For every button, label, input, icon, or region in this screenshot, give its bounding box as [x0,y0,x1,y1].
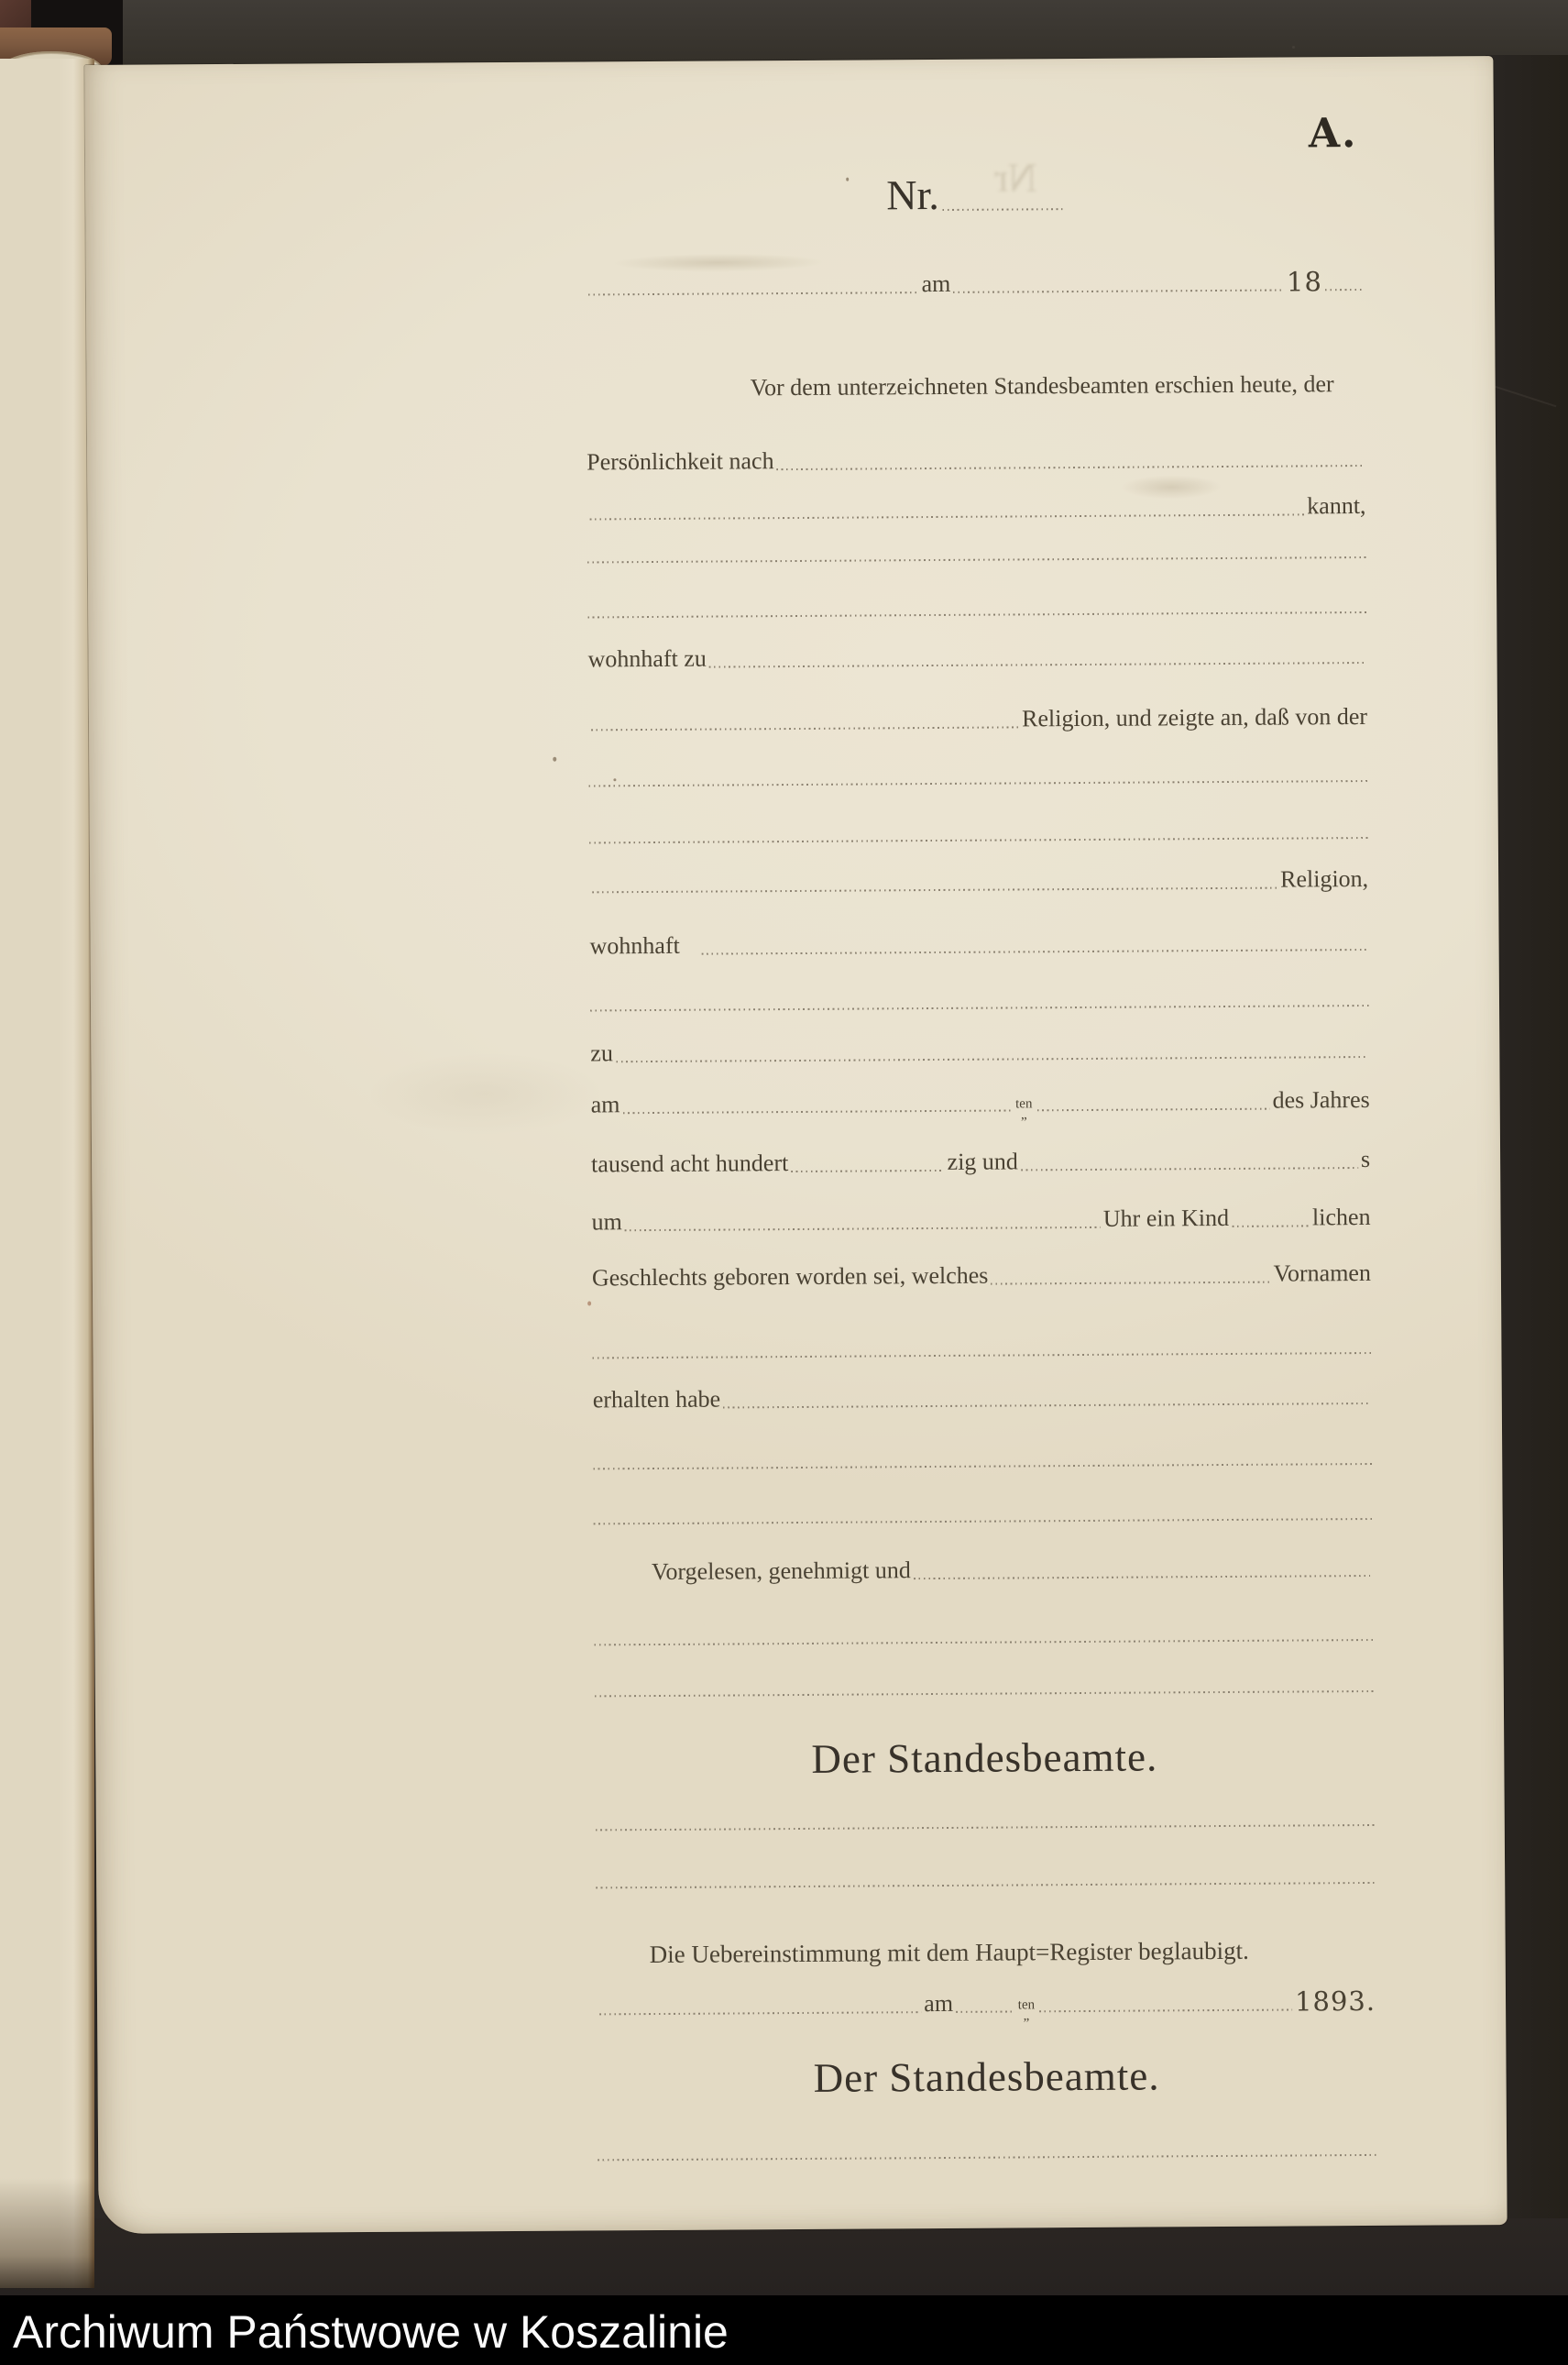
am-label: am [590,1091,620,1118]
standesbeamte-heading-1: Der Standesbeamte. [811,1733,1158,1782]
blank-fill-line [590,1005,1369,1011]
s-suffix: s [1360,1145,1371,1173]
nr-fill-line [942,208,1063,211]
zig-und-label: zig und [947,1148,1018,1175]
blank-fill-line [594,1518,1373,1524]
blank-fill-line [593,1463,1372,1469]
fill-line [592,887,1277,894]
show-through-smudge [613,253,824,272]
gender-row [592,1254,1371,1293]
gutter-shadow-bottom [0,2178,94,2288]
standesbeamte-heading-2: Der Standesbeamte. [813,2052,1160,2101]
certification-date-row [597,1982,1376,2024]
certification-line: Die Uebereinstimmung mit dem Haupt=Register beglaubigt. [649,1936,1249,1969]
persoenlichkeit-label: Persönlichkeit nach [587,447,774,476]
blank-fill-line [592,1352,1371,1358]
religion-suffix: Religion, [1279,864,1369,893]
um-label: um [591,1208,622,1236]
form-page [84,56,1507,2234]
fill-line [702,949,1366,955]
closing-fill-line [598,2154,1376,2161]
form-letter-a: A. [1308,110,1358,158]
fill-line [777,465,1364,470]
blank-fill-line [589,837,1368,843]
am-label: am [921,270,951,298]
intro-line: Vor dem unterzeichneten Standesbeamten erschien heute, der [750,370,1334,402]
erhalten-habe-row [593,1376,1372,1415]
blank-fill-line [587,611,1366,618]
erhalten-habe-label: erhalten habe [592,1385,721,1414]
birthyear-row [591,1140,1370,1180]
kannt-row [587,487,1365,526]
zu-row [590,1029,1369,1069]
tausend-prefix: tausend acht hundert [591,1150,789,1178]
fill-line [991,1282,1270,1285]
fill-line [914,1575,1370,1579]
uhr-ein-kind-label: Uhr ein Kind [1102,1204,1230,1232]
blank-fill-line [596,1882,1375,1888]
ink-speck [587,1301,591,1305]
geschlechts-label: Geschlechts geboren worden sei, welches [591,1261,989,1292]
religion-row [589,860,1368,899]
am-label: am [924,1989,954,2018]
show-through-ghost-text: Nr [994,155,1037,201]
fill-line [588,292,919,295]
wohnhaft-label: wohnhaft [589,931,680,960]
ink-speck [613,778,616,781]
ordinal-suffix: ten „ [1015,1096,1033,1123]
watermark-bar [0,2295,1568,2365]
wohnhaft-zu-row [587,635,1366,675]
lichen-suffix: lichen [1311,1203,1371,1231]
vorgelesen-label: Vorgelesen, genehmigt und [651,1556,911,1586]
vorgelesen-row [652,1548,1373,1588]
show-through-smudge [1121,475,1222,500]
blank-fill-line [596,1824,1375,1831]
nr-label: Nr. [886,170,939,219]
fill-line [599,2011,921,2015]
fill-line [1325,289,1362,291]
religion-zeigte-row [588,698,1367,737]
kannt-suffix: kannt, [1307,491,1366,520]
fill-line [791,1170,944,1172]
ink-speck [846,178,849,182]
paper-stain [366,1051,605,1136]
nr-row [886,167,1065,219]
archive-watermark-text: Archiwum Państwowe w Koszalinie [13,2306,729,2358]
fill-line [723,1402,1369,1409]
vornamen-suffix: Vornamen [1273,1259,1372,1287]
fill-line [709,662,1365,668]
blank-fill-line [595,1690,1374,1697]
blank-fill-line [587,556,1366,563]
fill-line [590,513,1305,520]
scan-speck [1292,46,1295,49]
fill-line [1036,1108,1269,1112]
fill-line [953,290,1284,293]
persoenlichkeit-row [587,438,1365,478]
des-jahres-suffix: des Jahres [1272,1085,1370,1114]
fill-line [1232,1225,1310,1227]
blank-fill-line [588,780,1367,786]
birthdate-row [590,1081,1370,1123]
religion-zeigte-label: Religion, und zeigte an, daß von der [1022,702,1368,732]
year-prefix: 18 [1286,266,1322,298]
cert-year: 1893. [1294,1985,1376,2018]
zu-label: zu [590,1040,613,1067]
fill-line [623,1109,1012,1114]
fill-line [616,1056,1366,1062]
ink-speck [553,757,556,762]
fill-line [956,2010,1014,2012]
fill-line [625,1226,1101,1231]
birthtime-row [591,1198,1370,1238]
fill-line [1021,1167,1358,1171]
wohnhaft-row [589,922,1368,962]
blank-fill-line [595,1639,1374,1645]
adjacent-page-edge [0,59,94,2288]
fill-line [1039,2009,1292,2013]
wohnhaft-zu-label: wohnhaft zu [587,644,707,673]
ordinal-suffix: ten „ [1017,1997,1036,2024]
fill-line [591,726,1019,731]
